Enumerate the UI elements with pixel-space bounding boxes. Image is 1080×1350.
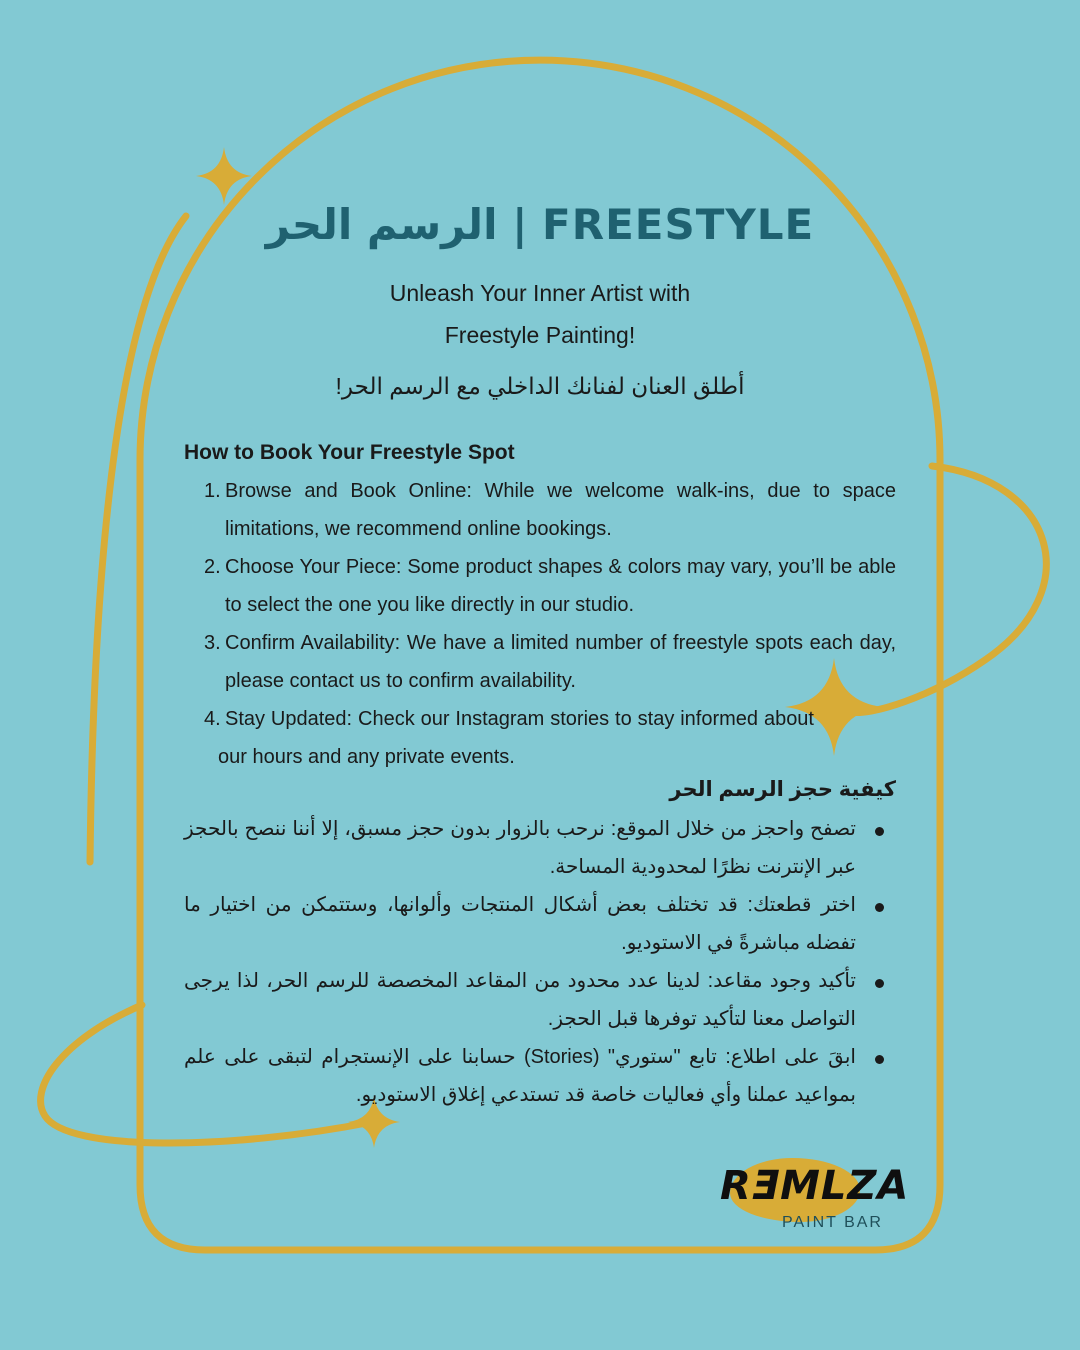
english-list-item xyxy=(204,624,896,700)
list-item-text: اختر قطعتك: قد تختلف بعض أشكال المنتجات وألوانها، وستتمكن من اختيار ما تفضله مباشرةً في الاستوديو. xyxy=(184,894,856,954)
bullet-dot xyxy=(875,903,884,912)
list-item-text: Confirm Availability: We have a limited number of freestyle spots each day, please contact us to confirm availability. xyxy=(225,632,896,692)
brand-logo xyxy=(718,1150,910,1240)
bullet-dot xyxy=(875,979,884,988)
bullet-dot xyxy=(875,827,884,836)
logo-subtitle: PAINT BAR xyxy=(782,1214,883,1231)
list-number: 3. xyxy=(204,632,221,654)
page-title: الرسم الحر | FREESTYLE xyxy=(265,200,815,249)
list-number: 4. xyxy=(204,708,221,730)
subtitle-line-1: Unleash Your Inner Artist with xyxy=(389,280,691,306)
english-list-item xyxy=(204,472,896,548)
arabic-list-item xyxy=(184,886,896,962)
list-item-text: Browse and Book Online: While we welcome walk-ins, due to space limitations, we recommend online bookings. xyxy=(225,480,896,540)
english-list-item xyxy=(204,700,814,776)
arabic-list-item xyxy=(184,810,896,886)
list-item-text: تصفح واحجز من خلال الموقع: نرحب بالزوار بدون حجز مسبق، إلا أننا ننصح بالحجز عبر الإنترنت نظرًا لمحدودية المساحة. xyxy=(184,818,856,878)
list-item-text: تأكيد وجود مقاعد: لدينا عدد محدود من المقاعد المخصصة للرسم الحر، لذا يرجى التواصل معنا لتأكيد توفرها قبل الحجز. xyxy=(184,970,856,1030)
list-number: 1. xyxy=(204,480,221,502)
bullet-dot xyxy=(875,1055,884,1064)
arabic-list-item xyxy=(184,1038,896,1114)
english-section-heading: How to Book Your Freestyle Spot xyxy=(184,441,515,464)
arabic-list-item xyxy=(184,962,896,1038)
list-item-text: ابقَ على اطلاع: تابع "ستوري" (Stories) حسابنا على الإنستجرام لتبقى على علم بمواعيد عملنا وأي فعاليات خاصة قد تستدعي إغلاق الاستوديو. xyxy=(184,1046,856,1106)
list-number: 2. xyxy=(204,556,221,578)
subtitle-arabic: أطلق العنان لفنانك الداخلي مع الرسم الحر! xyxy=(335,373,745,399)
arabic-section-heading: كيفية حجز الرسم الحر xyxy=(669,778,896,801)
list-item-text: Choose Your Piece: Some product shapes & colors may vary, you’ll be able to select the one you like directly in our studio. xyxy=(225,556,896,616)
subtitle-line-2: Freestyle Painting! xyxy=(444,322,636,348)
list-item-text: Stay Updated: Check our Instagram stories to stay informed about our hours and any private events. xyxy=(218,708,814,768)
english-list-item xyxy=(204,548,896,624)
logo-wordmark: RƎMLZA xyxy=(720,1163,910,1209)
subtitle xyxy=(240,272,840,356)
